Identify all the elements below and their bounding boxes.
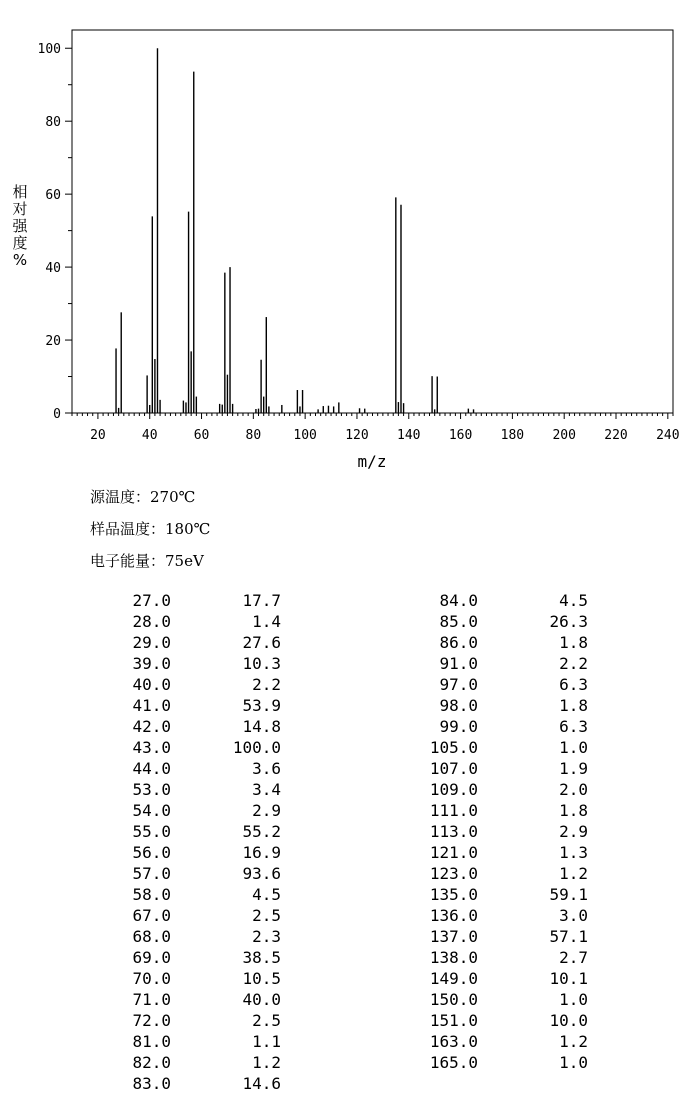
peak-intensity: 1.8 — [559, 801, 588, 820]
peak-intensity: 38.5 — [242, 948, 281, 967]
peak-mz: 40.0 — [132, 675, 171, 694]
peak-mz: 97.0 — [439, 675, 478, 694]
peak-intensity: 3.4 — [252, 780, 281, 799]
peak-intensity: 27.6 — [242, 633, 281, 652]
mass-spectrum-chart — [0, 0, 696, 480]
peak-mz: 44.0 — [132, 759, 171, 778]
y-axis — [38, 42, 72, 422]
peak-mz: 151.0 — [429, 1011, 478, 1030]
peak-mz: 55.0 — [132, 822, 171, 841]
peak-mz: 43.0 — [132, 738, 171, 757]
peak-intensity: 4.5 — [252, 885, 281, 904]
y-tick-label: 60 — [45, 188, 61, 204]
plot-border — [72, 30, 673, 413]
peak-mz: 57.0 — [132, 864, 171, 883]
peak-intensity: 1.8 — [559, 696, 588, 715]
x-tick-label: 220 — [604, 428, 628, 443]
peak-mz: 137.0 — [429, 927, 478, 946]
peak-mz: 28.0 — [132, 612, 171, 631]
peak-intensity: 2.3 — [252, 927, 281, 946]
peak-intensity: 1.4 — [252, 612, 281, 631]
peak-intensity: 2.7 — [559, 948, 588, 967]
peak-intensity: 59.1 — [549, 885, 588, 904]
peak-intensity: 10.0 — [549, 1011, 588, 1030]
peak-intensity: 14.6 — [242, 1074, 281, 1093]
peak-intensity: 2.5 — [252, 1011, 281, 1030]
peak-mz: 71.0 — [132, 990, 171, 1009]
y-tick-label: 100 — [37, 42, 61, 58]
peak-intensity: 10.5 — [242, 969, 281, 988]
peak-mz: 163.0 — [429, 1032, 478, 1051]
peak-mz: 83.0 — [132, 1074, 171, 1093]
y-axis-label — [12, 183, 28, 269]
peak-mz: 54.0 — [132, 801, 171, 820]
peak-intensity: 17.7 — [242, 591, 281, 610]
x-tick-label: 80 — [245, 428, 262, 443]
x-tick-label: 100 — [293, 428, 317, 443]
sample-temperature: 样品温度：180℃ — [90, 520, 211, 538]
peak-mz: 150.0 — [429, 990, 478, 1009]
peak-intensity: 2.2 — [559, 654, 588, 673]
peak-mz: 27.0 — [132, 591, 171, 610]
peak-mz: 29.0 — [132, 633, 171, 652]
peak-mz: 82.0 — [132, 1053, 171, 1072]
peak-mz: 72.0 — [132, 1011, 171, 1030]
x-tick-label: 140 — [397, 428, 421, 443]
x-tick-label: 180 — [500, 428, 525, 443]
peak-intensity: 1.2 — [252, 1053, 281, 1072]
peak-intensity: 53.9 — [242, 696, 281, 715]
peak-intensity: 100.0 — [232, 738, 281, 757]
peak-intensity: 2.9 — [559, 822, 588, 841]
peak-intensity: 6.3 — [559, 675, 588, 694]
peak-mz: 98.0 — [439, 696, 478, 715]
y-tick-label: 40 — [45, 261, 61, 277]
peak-mz: 39.0 — [132, 654, 171, 673]
y-tick-label: 80 — [45, 115, 61, 131]
y-tick-label: 20 — [45, 334, 61, 350]
peak-intensity: 1.2 — [559, 1032, 588, 1051]
peak-mz: 111.0 — [429, 801, 478, 820]
peak-intensity: 1.0 — [559, 1053, 588, 1072]
peak-mz: 135.0 — [429, 885, 478, 904]
peak-mz: 41.0 — [132, 696, 171, 715]
x-tick-label: 40 — [141, 428, 158, 443]
peak-intensity: 93.6 — [242, 864, 281, 883]
peak-intensity: 2.0 — [559, 780, 588, 799]
x-tick-label: 240 — [656, 428, 680, 443]
peak-mz: 136.0 — [429, 906, 478, 925]
x-axis — [72, 413, 680, 443]
peak-intensity: 1.0 — [559, 738, 588, 757]
peak-mz: 67.0 — [132, 906, 171, 925]
peak-mz: 105.0 — [429, 738, 478, 757]
peak-mz: 69.0 — [132, 948, 171, 967]
peak-intensity: 6.3 — [559, 717, 588, 736]
plot-frame — [72, 30, 673, 413]
peak-mz: 113.0 — [429, 822, 478, 841]
x-tick-label: 20 — [90, 428, 106, 443]
peak-mz: 81.0 — [132, 1032, 171, 1051]
peak-intensity: 2.9 — [252, 801, 281, 820]
peak-mz: 109.0 — [429, 780, 478, 799]
peak-intensity: 4.5 — [559, 591, 588, 610]
peak-mz: 149.0 — [429, 969, 478, 988]
x-tick-label: 120 — [345, 428, 369, 443]
peak-mz: 68.0 — [132, 927, 171, 946]
peak-intensity: 2.5 — [252, 906, 281, 925]
peak-mz: 53.0 — [132, 780, 171, 799]
peak-intensity: 1.2 — [559, 864, 588, 883]
spectrum-bars — [116, 48, 473, 413]
x-tick-label: 160 — [448, 428, 473, 443]
x-axis-label: m/z — [357, 452, 387, 471]
peak-intensity: 10.1 — [549, 969, 588, 988]
peak-intensity: 1.0 — [559, 990, 588, 1009]
peak-mz: 86.0 — [439, 633, 478, 652]
peak-intensity: 1.9 — [559, 759, 588, 778]
peak-intensity: 2.2 — [252, 675, 281, 694]
y-axis-label-text: 相对强度% — [12, 183, 28, 269]
peak-intensity: 3.6 — [252, 759, 281, 778]
peak-intensity: 1.8 — [559, 633, 588, 652]
peak-intensity: 14.8 — [242, 717, 281, 736]
peak-mz: 99.0 — [439, 717, 478, 736]
peak-intensity: 1.3 — [559, 843, 588, 862]
peak-mz: 70.0 — [132, 969, 171, 988]
peak-mz: 56.0 — [132, 843, 171, 862]
peak-intensity: 26.3 — [549, 612, 588, 631]
peak-mz: 91.0 — [439, 654, 478, 673]
peak-mz: 84.0 — [439, 591, 478, 610]
peak-intensity: 3.0 — [559, 906, 588, 925]
x-tick-label: 200 — [552, 428, 576, 443]
source-temperature: 源温度：270℃ — [90, 488, 196, 506]
peak-intensity: 57.1 — [549, 927, 588, 946]
electron-energy: 电子能量：75eV — [90, 552, 204, 570]
peak-mz: 121.0 — [429, 843, 478, 862]
peak-intensity: 1.1 — [252, 1032, 281, 1051]
peak-intensity: 16.9 — [242, 843, 281, 862]
peak-mz: 165.0 — [429, 1053, 478, 1072]
peak-intensity: 40.0 — [242, 990, 281, 1009]
y-tick-label: 0 — [53, 407, 61, 422]
peak-mz: 123.0 — [429, 864, 478, 883]
peak-intensity: 55.2 — [242, 822, 281, 841]
peak-mz: 58.0 — [132, 885, 171, 904]
peak-mz: 107.0 — [429, 759, 478, 778]
peak-mz: 85.0 — [439, 612, 478, 631]
x-tick-label: 60 — [193, 428, 210, 443]
peak-mz: 42.0 — [132, 717, 171, 736]
peak-intensity: 10.3 — [242, 654, 281, 673]
peak-mz: 138.0 — [429, 948, 478, 967]
